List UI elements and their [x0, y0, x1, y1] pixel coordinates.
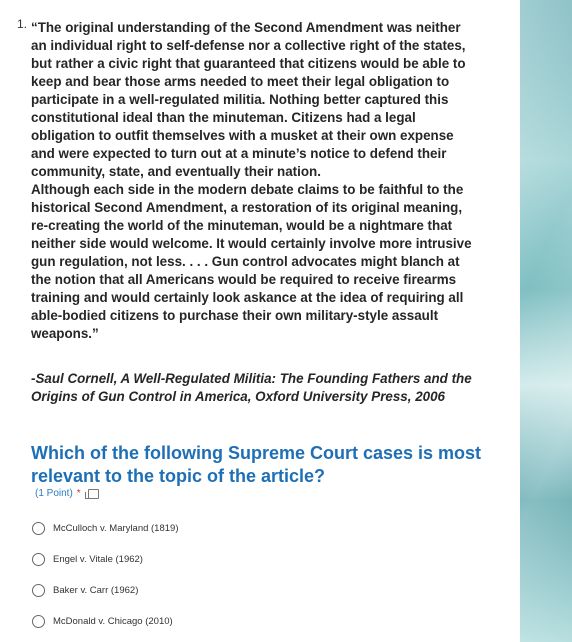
points-label: (1 Point) [35, 488, 73, 499]
passage-line: Although each side in the modern debate claims to be faithful to the [31, 182, 464, 197]
option-label: McCulloch v. Maryland (1819) [53, 523, 179, 534]
copy-icon[interactable] [88, 489, 99, 499]
passage-line: gun regulation, not less. . . . Gun control advocates might blanch at [31, 254, 460, 269]
passage-line: able-bodied citizens to purchase their own military-style assault [31, 308, 439, 323]
option-label: McDonald v. Chicago (2010) [53, 616, 173, 627]
option-mcdonald[interactable] [32, 606, 178, 637]
option-engel[interactable] [32, 544, 178, 575]
passage-line: historical Second Amendment, a restoration of its original meaning, [31, 200, 463, 215]
passage-line: but rather a civic right that guaranteed that citizens would be able to [31, 56, 466, 71]
question-meta [35, 488, 99, 499]
background-panel [520, 0, 572, 642]
question-prompt-line: Which of the following Supreme Court cases is most [31, 443, 482, 463]
passage-line: community, state, and eventually their nation. [31, 164, 321, 179]
passage-line: neither side would welcome. It would certainly involve more intrusive [31, 236, 472, 251]
passage-line: and were expected to turn out at a minute’s notice to defend their [31, 146, 447, 161]
passage [31, 19, 493, 343]
citation-line: Origins of Gun Control in America, Oxford University Press, 2006 [31, 389, 445, 404]
option-label: Baker v. Carr (1962) [53, 585, 139, 596]
passage-line: keep and bear those arms needed to meet their legal obligation to [31, 74, 450, 89]
passage-line: training and would certainly look askance at the idea of requiring all [31, 290, 464, 305]
radio-button[interactable] [32, 522, 45, 535]
passage-line: re-creating the world of the minuteman, would be a nightmare that [31, 218, 453, 233]
passage-line: weapons.” [31, 326, 99, 341]
question-prompt [31, 442, 501, 488]
citation [31, 370, 501, 406]
radio-button[interactable] [32, 615, 45, 628]
radio-button[interactable] [32, 553, 45, 566]
question-prompt-line: relevant to the topic of the article? [31, 466, 326, 486]
passage-line: an individual right to self-defense nor a collective right of the states, [31, 38, 466, 53]
citation-line: -Saul Cornell, A Well-Regulated Militia: The Founding Fathers and the [31, 371, 472, 386]
answer-options [32, 513, 178, 637]
option-label: Engel v. Vitale (1962) [53, 554, 143, 565]
option-baker[interactable] [32, 575, 178, 606]
passage-line: constitutional ideal than the minuteman. Citizens had a legal [31, 110, 416, 125]
option-mcculloch[interactable] [32, 513, 178, 544]
passage-line: the notion that all Americans would be required to receive firearms [31, 272, 457, 287]
passage-line: participate in a well-regulated militia. Nothing better captured this [31, 92, 449, 107]
question-number: 1. [17, 17, 28, 31]
radio-button[interactable] [32, 584, 45, 597]
passage-line: “The original understanding of the Second Amendment was neither [31, 20, 461, 35]
passage-line: obligation to outfit themselves with a musket at their own expense [31, 128, 454, 143]
required-marker: * [76, 488, 81, 499]
